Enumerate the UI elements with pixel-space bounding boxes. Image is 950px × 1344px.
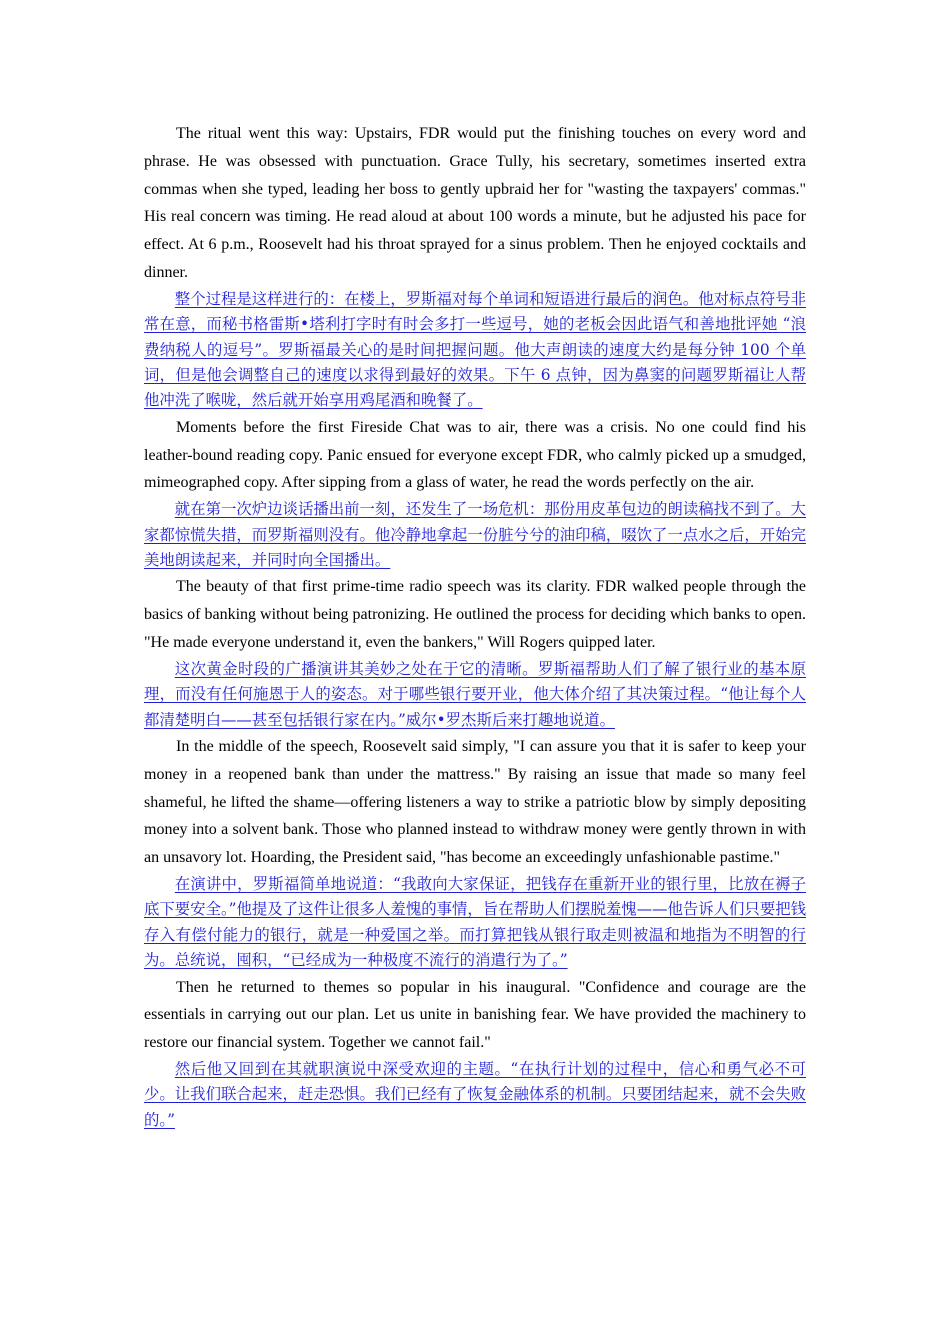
english-paragraph: In the middle of the speech, Roosevelt said simply, "I can assure you that it is safer to keep your money in a reopened bank than under the mattress." By raising an issue that made so many feel shameful, he lifted the shame—offering listeners a way to strike a patriotic blow by simply depositing money into a solvent bank. Those who planned instead to withdraw money were gently thrown in with an unsavory lot. Hoarding, the President said, "has become an exceedingly unfashionable pastime." (144, 738, 806, 867)
chinese-translation-paragraph: 然后他又回到在其就职演说中深受欢迎的主题。“在执行计划的过程中，信心和勇气必不可少。让我们联合起来，赶走恐惧。我们已经有了恢复金融体系的机制。只要团结起来，就不会失败的。” (144, 1060, 806, 1129)
english-paragraph: The beauty of that first prime-time radio speech was its clarity. FDR walked people through the basics of banking without being patronizing. He outlined the process for deciding which banks to open. "He made everyone understand it, even the bankers," Will Rogers quipped later. (144, 578, 806, 652)
english-paragraph: The ritual went this way: Upstairs, FDR would put the finishing touches on every word and phrase. He was obsessed with punctuation. Grace Tully, his secretary, sometimes inserted extra commas when she typed, leading her boss to gently upbraid her for "wasting the taxpayers' commas." His real concern was timing. He read aloud at about 100 words a minute, but he adjusted his pace for effect. At 6 p.m., Roosevelt had his throat sprayed for a sinus problem. Then he enjoyed cocktails and dinner. (144, 125, 806, 281)
chinese-translation-paragraph: 就在第一次炉边谈话播出前一刻，还发生了一场危机：那份用皮革包边的朗读稿找不到了。大家都惊慌失措，而罗斯福则没有。他冷静地拿起一份脏兮兮的油印稿，啜饮了一点水之后，开始完美地朗读起来，并同时向全国播出。 (144, 500, 806, 570)
english-paragraph: Then he returned to themes so popular in his inaugural. "Confidence and courage are the essentials in carrying out our plan. Let us unite in banishing fear. We have provided the machinery to restore our financial system. Together we cannot fail." (144, 978, 806, 1052)
document-page (144, 120, 806, 1133)
chinese-translation-paragraph: 在演讲中，罗斯福简单地说道：“我敢向大家保证，把钱存在重新开业的银行里，比放在褥子底下要安全。”他提及了这件让很多人羞愧的事情，旨在帮助人们摆脱羞愧——他告诉人们只要把钱存入有偿付能力的银行，就是一种爱国之举。而打算把钱从银行取走则被温和地指为不明智的行为。总统说，囤积，“已经成为一种极度不流行的消遣行为了。” (144, 875, 806, 970)
chinese-translation-paragraph: 这次黄金时段的广播演讲其美妙之处在于它的清晰。罗斯福帮助人们了解了银行业的基本原理，而没有任何施恩于人的姿态。对于哪些银行要开业，他大体介绍了其决策过程。“他让每个人都清楚明白——甚至包括银行家在内。”威尔•罗杰斯后来打趣地说道。 (144, 659, 806, 729)
chinese-translation-paragraph: 整个过程是这样进行的：在楼上，罗斯福对每个单词和短语进行最后的润色。他对标点符号非常在意，而秘书格雷斯•塔利打字时有时会多打一些逗号，她的老板会因此语气和善地批评她 “浪费纳税人的逗号”。罗斯福最关心的是时间把握问题。他大声朗读的速度大约是每分钟 100 个单词，但是他会调整自己的速度以求得到最好的效果。下午 6 点钟，因为鼻窦的问题罗斯福让人帮他冲洗了喉咙，然后就开始享用鸡尾酒和晚餐了。 (144, 289, 806, 410)
english-paragraph: Moments before the first Fireside Chat was to air, there was a crisis. No one could find his leather-bound reading copy. Panic ensued for everyone except FDR, who calmly picked up a smudged, mimeographed copy. After sipping from a glass of water, he read the words perfectly on the air. (144, 418, 806, 492)
